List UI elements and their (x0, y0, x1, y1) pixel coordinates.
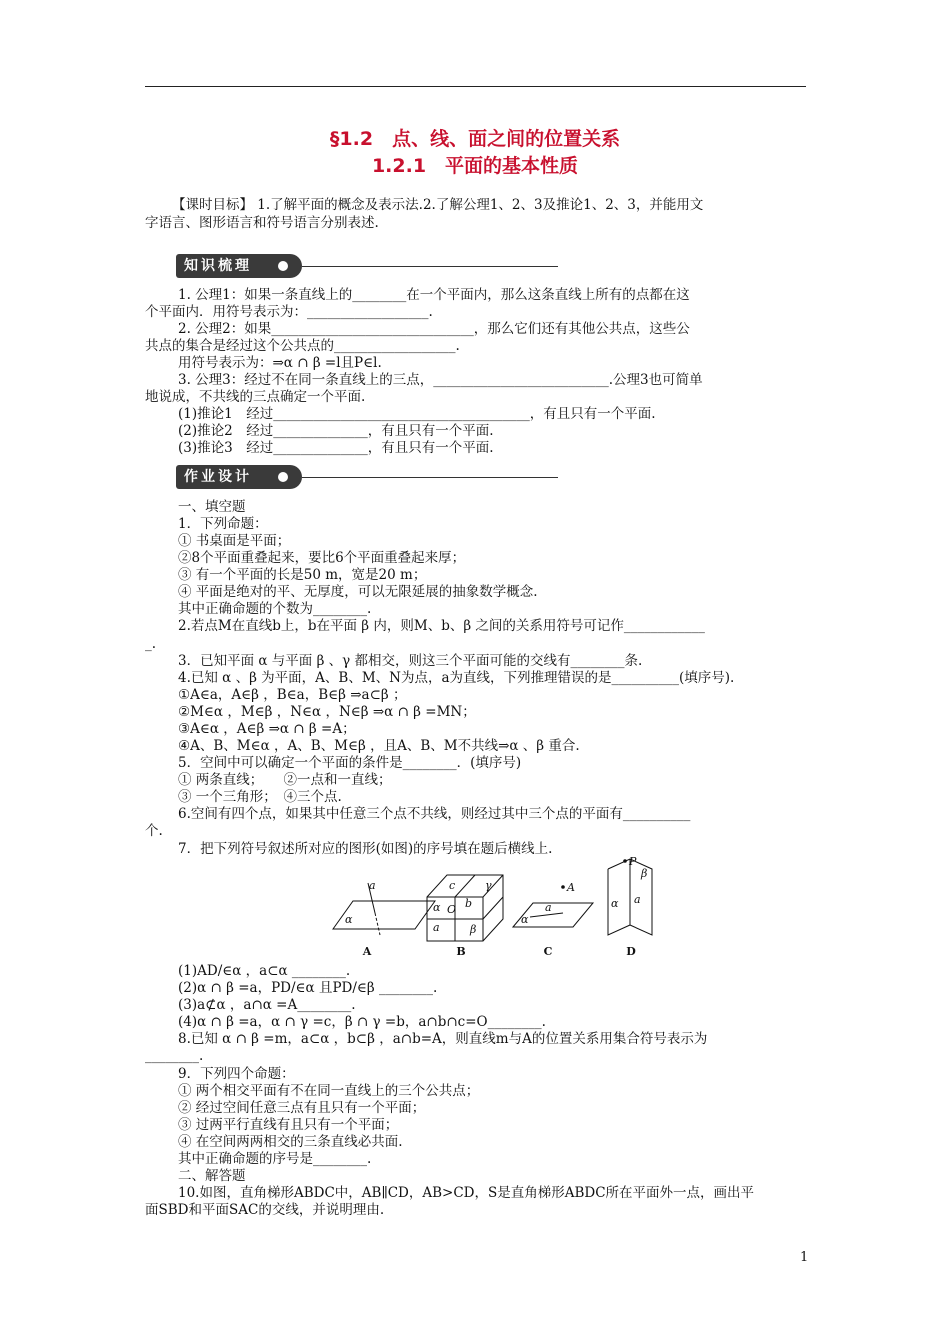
top-rule (145, 86, 806, 87)
text-line: 二、解答题 (178, 1168, 246, 1184)
text-line: 个平面内．用符号表示为：__________________. (145, 304, 433, 320)
text-line: ②M∈α ，M∈β ，N∈α ，N∈β ⇒α ∩ β =MN； (178, 704, 476, 720)
section-rule (302, 266, 558, 267)
label-c: c (449, 879, 456, 892)
text-line: 1．下列命题： (178, 516, 268, 532)
label-alpha: α (433, 901, 441, 914)
subsection-title: 1.2.1 平面的基本性质 (371, 155, 579, 177)
text-line: ① 两条直线； ②一点和一直线； (178, 772, 392, 788)
figure-label-c: C (543, 945, 553, 958)
text-line: ④A、B、M∈α ，A、B、M∈β ，且A、B、M不共线⇒α 、β 重合. (178, 738, 580, 754)
text-line: (3)a⊄α ，a∩α =A________. (178, 997, 356, 1013)
text-line: ③ 过两平行直线有且只有一个平面； (178, 1117, 399, 1133)
label-alpha: α (521, 913, 529, 926)
text-line: 1. 公理1：如果一条直线上的________在一个平面内，那么这条直线上所有的点都在这 (178, 287, 690, 303)
bullet-dot-icon (278, 472, 288, 482)
text-line: 10.如图，直角梯形ABDC中，AB∥CD，AB>CD，S是直角梯形ABDC所在平面外一点，画出平 (178, 1185, 755, 1201)
line-a-lower (375, 913, 380, 935)
text-line: (1)AD/∈α ，a⊂α ________. (178, 963, 351, 979)
text-line: 2.若点M在直线b上，b在平面 β 内，则M、b、β 之间的关系用符号可记作____________ (178, 618, 705, 634)
text-line: (1)推论1 经过______________________________________，有且只有一个平面. (178, 406, 656, 422)
text-line: 9．下列四个命题： (178, 1066, 295, 1082)
page-number: 1 (800, 1250, 809, 1265)
text-line: 地说成，不共线的三点确定一个平面. (145, 389, 366, 405)
text-line: ①A∈a，A∈β ，B∈a，B∈β ⇒a⊂β ； (178, 687, 407, 703)
text-line: ④ 平面是绝对的平、无厚度，可以无限延展的抽象数学概念. (178, 584, 538, 600)
label-alpha: α (611, 897, 619, 910)
text-line: ① 两个相交平面有不在同一直线上的三个公共点； (178, 1083, 480, 1099)
text-line: ③ 一个三角形； ④三个点. (178, 789, 342, 805)
label-a: a (545, 901, 552, 914)
label-a: a (634, 893, 641, 906)
text-line: 用符号表示为：⇒α ∩ β =l且P∈l. (178, 355, 382, 371)
text-line: 5．空间中可以确定一个平面的条件是________．(填序号) (178, 755, 522, 771)
prism-mid-plane (455, 875, 475, 897)
text-line: _. (145, 636, 157, 652)
text-line: 8.已知 α ∩ β =m，a⊂α ，b⊂β ，a∩b=A，则直线m与A的位置关系用集合符号表示为 (178, 1031, 708, 1047)
section-header-label: 知识梳理 (176, 254, 302, 278)
figure-label-d: D (626, 945, 636, 958)
point-a-dot (561, 885, 565, 889)
text-line: 个. (145, 823, 163, 839)
text-line: 7．把下列符号叙述所对应的图形(如图)的序号填在题后横线上. (178, 841, 553, 857)
label-alpha: α (345, 913, 353, 926)
text-line: 3. 公理3：经过不在同一条直线上的三点，__________________________.公理3也可简单 (178, 372, 703, 388)
label-P: P (629, 855, 637, 868)
label-A: A (567, 881, 575, 894)
text-line: 2. 公理2：如果______________________________，那么它们还有其他公共点，这些公 (178, 321, 690, 337)
text-line: ③ 有一个平面的长是50 m，宽是20 m； (178, 567, 427, 583)
text-line: ① 书桌面是平面； (178, 533, 291, 549)
prism-mid-plane (483, 897, 503, 919)
text-line: 6.空间有四个点，如果其中任意三个点不共线，则经过其中三个点的平面有__________ (178, 806, 691, 822)
section-title: §1.2 点、线、面之间的位置关系 (329, 128, 621, 150)
text-line: ② 经过空间任意三点有且只有一个平面； (178, 1100, 426, 1116)
label-beta: β (641, 867, 648, 880)
figure-label-a: A (362, 945, 372, 958)
text-line: (3)推论3 经过______________，有且只有一个平面. (178, 440, 494, 456)
point-p-dot (623, 859, 627, 863)
label-beta: β (470, 923, 477, 936)
text-line: 其中正确命题的个数为________. (178, 601, 372, 617)
label-a: a (369, 879, 376, 892)
text-line: ②8个平面重叠起来，要比6个平面重叠起来厚； (178, 550, 466, 566)
text-line: ________. (145, 1048, 204, 1064)
text-line: 一、填空题 (178, 499, 246, 515)
label-gamma: γ (485, 879, 492, 892)
bullet-dot-icon (278, 261, 288, 271)
text-line: 共点的集合是经过这个公共点的__________________. (145, 338, 460, 354)
text-line: (2)α ∩ β =a，PD/∈α 且PD/∈β ________. (178, 980, 438, 996)
section-header-label: 作业设计 (176, 465, 302, 489)
geometry-figure (325, 855, 665, 960)
text-line: 3．已知平面 α 与平面 β 、γ 都相交，则这三个平面可能的交线有________条. (178, 653, 643, 669)
text-line: ④ 在空间两两相交的三条直线必共面. (178, 1134, 403, 1150)
label-a: a (433, 921, 440, 934)
section-rule (302, 477, 558, 478)
objective-line: 字语言、图形语言和符号语言分别表述. (145, 215, 379, 231)
text-line: 其中正确命题的序号是________. (178, 1151, 372, 1167)
text-line: (4)α ∩ β =a，α ∩ γ =c，β ∩ γ =b，a∩b∩c=O________. (178, 1014, 546, 1030)
label-O: O (447, 903, 457, 916)
text-line: (2)推论2 经过______________，有且只有一个平面. (178, 423, 494, 439)
text-line: 4.已知 α 、β 为平面，A、B、M、N为点，a为直线，下列推理错误的是__________(填序号). (178, 670, 735, 686)
text-line: 面SBD和平面SAC的交线，并说明理由. (145, 1202, 385, 1218)
figure-label-b: B (456, 945, 466, 958)
text-line: ③A∈α ，A∈β ⇒α ∩ β =A； (178, 721, 356, 737)
label-b: b (465, 897, 473, 910)
objective-line: 【课时目标】 1.了解平面的概念及表示法.2.了解公理1、2、3及推论1、2、3，并能用文 (172, 197, 704, 213)
